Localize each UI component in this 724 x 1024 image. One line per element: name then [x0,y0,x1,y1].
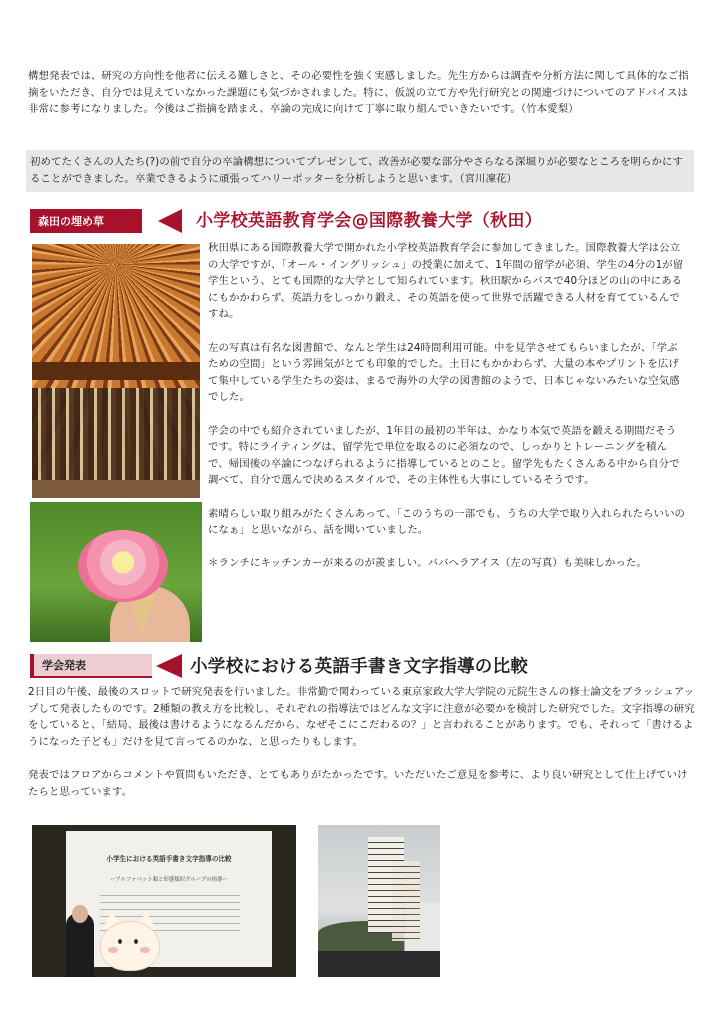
section-heading: 小学校英語教育学会@国際教養大学（秋田） [196,211,542,231]
cat-blush-icon [140,947,150,953]
cat-blush-icon [108,947,118,953]
comment-box [26,150,694,192]
presenter-head [72,905,88,923]
slide-subtitle: ーアルファベット順と形態類似グループの指導ー [110,877,228,883]
article-presentation [28,684,696,817]
article-akita [208,240,686,588]
projector-screen [66,831,272,967]
chevron-left-icon [158,209,182,233]
library-floor [32,480,200,498]
cat-eye-icon [118,939,122,944]
section-banner-presentation [30,654,590,678]
paragraph: 左の写真は有名な図書館で、なんと学生は24時間利用可能。中を見学させてもらいましたが、「学ぶための空間」という雰囲気がとても印象的でした。土日にもかかわらず、大量の本やプリントを広げて集中している学生たちの姿は、まるで海外の大学の図書館のようで、日本じゃないみたいな空気感でした。 [208,341,680,404]
lantern-pole-shape [392,861,420,941]
library-photo [32,244,200,498]
paragraph: 素晴らしい取り組みがたくさんあって、「このうちの一部でも、うちの大学で取り入れられたらいいのになぁ」と思いながら、話を聞いていました。 [208,507,686,537]
paragraph: 学会の中でも紹介されていましたが、1年目の最初の半年は、かなり本気で英語を鍛える期間だそうです。特にライティングは、留学先で単位を取るのに必須なので、しっかりとトレーニングを積んで、帰国後の卒論につなげられるように指導しているとのこと。留学先もたくさんある中から自分で調べて、自分で選んで決めるスタイルで、その主体性も大事にしているそうです。 [208,424,680,487]
paragraph: ＊ランチにキッチンカーが来るのが羨ましい。ババヘラアイス（左の写真）も美味しかった。 [208,557,647,570]
slide-title: 小学生における英語手書き文字指導の比較 [106,855,232,863]
rose-ice-cream-shape [78,530,168,602]
section-banner-akita [30,209,590,233]
section-tag: 学会発表 [30,654,152,678]
ice-cream-photo [30,502,202,642]
cat-face-icon [100,921,160,971]
intro-paragraph: 構想発表では、研究の方向性を他者に伝える難しさと、その必要性を強く実感しました。先生方からは調査や分析方法に関して具体的なご指摘をいただき、自分では見えていなかった課題にも気づかされました。特に、仮説の立て方や先行研究との関連づけについてのアドバイスは非常に参考になりました。今後はご指摘を踏まえ、卒論の完成に向けて丁寧に取り組んでいきたいです。（竹本愛梨） [28,70,689,116]
section-heading: 小学校における英語手書き文字指導の比較 [190,657,529,677]
crowd-shape [318,951,440,977]
paragraph: 2日目の午後、最後のスロットで研究発表を行いました。非常勤で関わっている東京家政大学大学院の元院生さんの修士論文をブラッシュアップして発表したものです。2種類の教え方を比較し、それぞれの指導法ではどんな文字に注意が必要かを検討した研究でした。文字指導の研究をしていると、「結局、最後は書けるようになるんだから、なぜそこにこだわるの？」と言われることがあります。でも、それって「書けるようになった子ども」だけを見て言ってるのかな、と思ったりもします。 [28,686,695,748]
kanto-festival-photo [318,825,440,977]
paragraph: 発表ではフロアからコメントや質問もいただき、とてもありがたかったです。いただいたご意見を参考に、より良い研究として仕上げていけたらと思っています。 [28,768,688,798]
library-ring [32,362,200,380]
presentation-photo [32,825,296,977]
paragraph: 秋田県にある国際教養大学で開かれた小学校英語教育学会に参加してきました。国際教養大学は公立の大学ですが、「オール・イングリッシュ」の授業に加えて、1年間の留学が必須、学生の4分の1が留学生という、とても国際的な大学として知られています。秋田駅からバスで40分ほどの山の中にあるにもかかわらず、英語力をしっかり鍛え、その英語を使って世界で活躍できる人材を育てているんですね。 [208,242,684,321]
section-tag: 森田の埋め草 [30,209,142,233]
cat-eye-icon [134,939,138,944]
comment-text: 初めてたくさんの人たち(?)の前で自分の卒論構想についてプレゼンして、改善が必要な部分やさらなる深堀りが必要なところを明らかにすることができました。卒業できるように頑張ってハリーポッターを分析しようと思います。（宮川凜花） [30,156,684,185]
chevron-left-icon [156,654,182,678]
